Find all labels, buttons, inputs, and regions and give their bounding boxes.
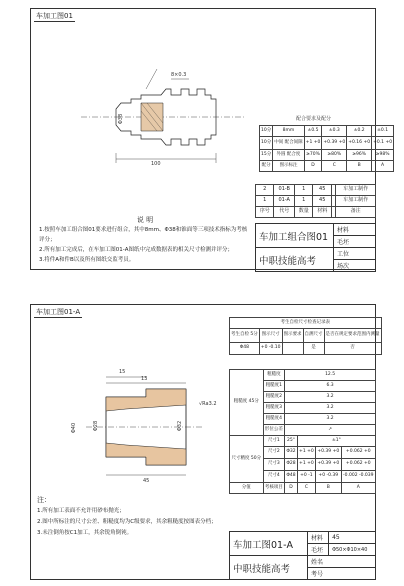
- cell: 车加工制作: [336, 185, 376, 196]
- school-name: 中职技能高考: [230, 556, 308, 580]
- cell: ±0.2: [347, 126, 372, 137]
- roughness-symbol: √Ra3.2: [199, 401, 217, 407]
- cell: 粗糙度4: [263, 414, 285, 425]
- cell: Φ48: [230, 343, 260, 355]
- cell: 10分: [260, 137, 273, 150]
- cell: 数量: [295, 207, 313, 218]
- cell: 粗糙度1: [263, 381, 285, 392]
- cell: +0.062 +0: [341, 447, 375, 459]
- field-blank: 毛坯: [334, 236, 376, 248]
- cell: 15分: [260, 150, 273, 161]
- cell: 自测尺寸: [303, 329, 324, 343]
- cell: 尺寸4: [263, 471, 285, 483]
- dim-diameter: Φ38: [118, 113, 125, 125]
- cell: +1 +0: [297, 459, 315, 471]
- cell: 是: [303, 343, 324, 355]
- cell: 12.5: [285, 370, 376, 381]
- cell: +0 -1: [297, 471, 315, 483]
- drawing-title: 车加工组合图01: [256, 224, 334, 248]
- cell: ↗: [285, 425, 376, 436]
- cell: +1 +0: [297, 447, 315, 459]
- shaft-assembly-drawing: [71, 59, 251, 189]
- cell: 图示要求: [282, 329, 303, 343]
- dim-small-dia: Φ32: [177, 420, 184, 432]
- cell: ≥70%: [304, 150, 322, 161]
- cell: 中间 配合间隙: [273, 137, 304, 150]
- cell: 图示标注: [273, 161, 304, 172]
- dim-length: 100: [151, 161, 161, 167]
- note-line: 1.所有加工表面不允许用砂布抛光；: [37, 508, 125, 514]
- cell: 考生自检尺寸检查记录表: [230, 318, 382, 329]
- note-line: 2.所有加工完成后，在车加工图01-A图纸中完成数据表的相关尺寸检测并评分；: [39, 247, 233, 253]
- cell: ±0.1: [372, 126, 394, 137]
- drawing-sheet-01a: [30, 304, 380, 580]
- cell: Φ48: [285, 471, 298, 483]
- cell: -0.002 -0.039: [341, 471, 375, 483]
- cell: 粗糙度 45分: [230, 370, 264, 436]
- cell: 2: [256, 185, 274, 196]
- sheet-label: 车加工图01-A: [36, 308, 81, 316]
- cell: 3.2: [285, 392, 376, 403]
- cell: [282, 343, 303, 355]
- dim-length-a: 15: [119, 369, 126, 375]
- cell: B: [316, 483, 342, 494]
- cell: Φ32: [285, 447, 298, 459]
- cell: +0 -0.10: [259, 343, 282, 355]
- bushing-part-drawing: [86, 375, 206, 485]
- cell: 形位公差: [263, 425, 285, 436]
- notes-block: [39, 215, 251, 265]
- field-name-label: 姓名: [308, 556, 376, 568]
- cell: D: [304, 161, 322, 172]
- cell: 45: [313, 196, 331, 207]
- notes-heading: 注：: [37, 496, 51, 504]
- cell: 8mm: [273, 126, 304, 137]
- drawing-title: 车加工图01-A: [230, 532, 308, 556]
- cell: 01-A: [274, 196, 295, 207]
- cell: 1: [295, 185, 313, 196]
- notes-heading: 说 明: [136, 216, 154, 224]
- field-material-value: 45: [329, 532, 376, 544]
- cell: 尺寸1: [263, 436, 285, 447]
- cell: 1: [295, 196, 313, 207]
- title-block: [255, 223, 376, 272]
- cell: C: [297, 483, 315, 494]
- cell: 粗糙度: [263, 370, 285, 381]
- field-material: 材料: [334, 224, 376, 236]
- cell: 尺寸精度 50分: [230, 436, 264, 483]
- field-blank-label: 毛坯: [308, 544, 329, 556]
- cell: 图示尺寸: [259, 329, 282, 343]
- dim-length-b: 13: [141, 376, 148, 382]
- field-session: 场次: [334, 260, 376, 272]
- cell: +0 -0.39: [316, 471, 342, 483]
- cell: +0.39 +0: [316, 447, 342, 459]
- note-line: 2.图中所标注的尺寸公差、粗糙度均为C级要求，其余粗糙度按图表分档；: [37, 519, 217, 525]
- cell: 备注: [336, 207, 376, 218]
- notes-block: [37, 495, 237, 539]
- cell: 否: [324, 343, 381, 355]
- field-exam-label: 考号: [308, 568, 376, 580]
- cell: 序号: [256, 207, 274, 218]
- dim-chamfer: 8×0.3: [171, 72, 187, 78]
- title-block: [229, 531, 376, 580]
- cell: ±1°: [297, 436, 375, 447]
- cell: 1: [256, 196, 274, 207]
- cell: D: [285, 483, 298, 494]
- cell: 粗糙度2: [263, 392, 285, 403]
- cell: +0.16 +0: [347, 137, 372, 150]
- scoring-table: [229, 369, 376, 494]
- field-station: 工位: [334, 248, 376, 260]
- cell: 分值: [230, 483, 264, 494]
- cell: 粗糙度3: [263, 403, 285, 414]
- cell: +0.39 +0: [322, 137, 347, 150]
- cell: ±0.5: [304, 126, 322, 137]
- self-inspection-table: [229, 317, 382, 355]
- cell: 是否在规定要求范围内测量: [324, 329, 381, 343]
- sheet-label: 车加工图01: [36, 12, 73, 20]
- cell: +0.062 +0: [341, 459, 375, 471]
- cell: B: [347, 161, 372, 172]
- cell: 外圆 配合度: [273, 150, 304, 161]
- cell: 25°: [285, 436, 298, 447]
- cell: 3.2: [285, 403, 376, 414]
- fit-requirements-table: [259, 125, 394, 172]
- cell: 考核项目: [263, 483, 285, 494]
- cell: 45: [313, 185, 331, 196]
- cell: 尺寸3: [263, 459, 285, 471]
- school-name: 中职技能高考: [256, 248, 334, 272]
- field-blank-value: Φ50×Φ10×40: [329, 544, 376, 556]
- note-line: 3.未注倒角按C1加工，其余锐角倒钝。: [37, 530, 133, 536]
- cell: 材料: [313, 207, 331, 218]
- cell: 代号: [274, 207, 295, 218]
- cell: +0.39 +0: [316, 459, 342, 471]
- cell: C: [322, 161, 347, 172]
- cell: ±0.3: [322, 126, 347, 137]
- cell: 车加工制作: [336, 196, 376, 207]
- parts-list-table: [255, 184, 376, 218]
- cell: 3.2: [285, 414, 376, 425]
- cell: 01-B: [274, 185, 295, 196]
- fit-table-title: 配合要求及配分: [296, 116, 332, 122]
- dim-total-length: 45: [143, 478, 150, 484]
- cell: A: [372, 161, 394, 172]
- cell: +1 +0: [304, 137, 322, 150]
- note-line: 1.按照车加工组合图01要求进行组合，其中8mm、Φ38和锥面等三项技术指标为考核评分；: [39, 227, 248, 243]
- cell: ≥98%: [372, 150, 394, 161]
- cell: ≥96%: [347, 150, 372, 161]
- cell: ≥80%: [322, 150, 347, 161]
- cell: 考生自检 5分: [230, 329, 260, 343]
- field-material-label: 材料: [308, 532, 329, 544]
- cell: A: [341, 483, 375, 494]
- cell: +0.1 +0: [372, 137, 394, 150]
- dim-outer-dia: Φ40: [71, 422, 78, 434]
- cell: 6.3: [285, 381, 376, 392]
- cell: Φ28: [285, 459, 298, 471]
- dim-inner-dia: Φ28: [93, 420, 100, 432]
- note-line: 3.将件A和件B以及所有图纸交监考员。: [39, 257, 135, 263]
- drawing-sheet-01: [30, 8, 393, 270]
- cell: 10分: [260, 126, 273, 137]
- cell: 配分: [260, 161, 273, 172]
- cell: 尺寸2: [263, 447, 285, 459]
